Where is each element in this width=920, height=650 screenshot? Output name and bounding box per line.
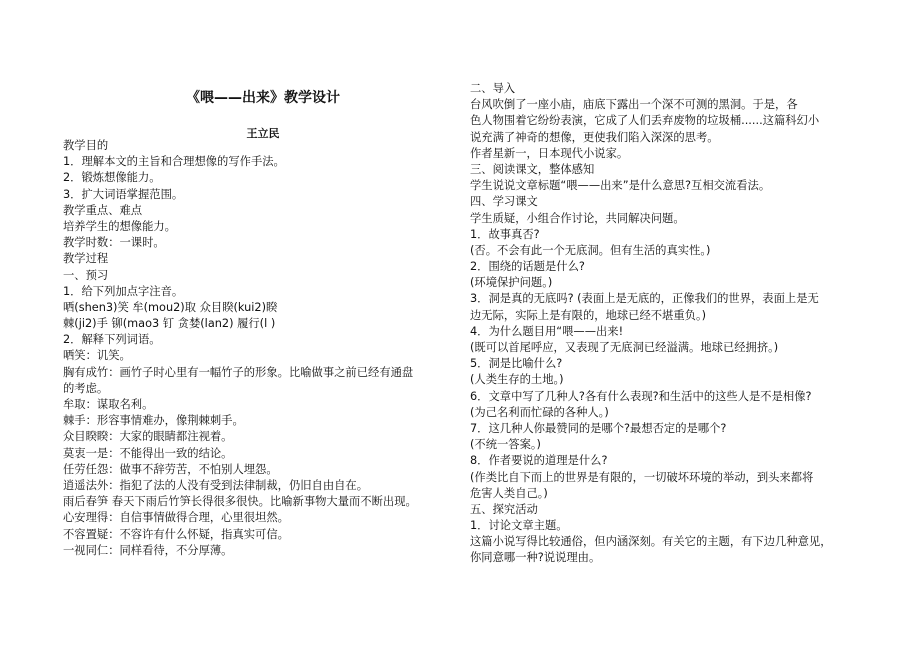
- text-line: 任劳任怨：做事不辞劳苦，不怕别人埋怨。: [63, 462, 278, 476]
- text-line: 学生说说文章标题“喂——出来”是什么意思?互相交流看法。: [470, 179, 771, 193]
- text-line: (既可以首尾呼应，又表现了无底洞已经溢满。地球已经拥挤。): [470, 341, 779, 354]
- text-line: 5．洞是比喻什么?: [470, 357, 563, 371]
- text-line: 这篇小说写得比较通俗，但内涵深刻。有关它的主题，有下边几种意见，: [470, 535, 832, 549]
- text-line: 三、阅读课文，整体感知: [470, 162, 595, 176]
- text-line: 色人物围着它纷纷表演，它成了人们丢弃废物的垃圾桶......这篇科幻小: [470, 114, 820, 128]
- text-line: 你同意哪一种?说说理由。: [470, 551, 601, 565]
- text-line: 危害人类自己。): [470, 486, 548, 500]
- text-line: 一、预习: [63, 268, 109, 282]
- text-line: 众目睽睽：大家的眼睛都注视着。: [63, 430, 233, 444]
- text-line: 棘手：形容事情难办，像荆棘刺手。: [63, 414, 244, 428]
- text-line: 边无际，实际上是有限的，地球已经不堪重负。): [470, 308, 706, 322]
- text-line: 牟取：谋取名利。: [63, 398, 154, 411]
- text-line: 逍遥法外：指犯了法的人没有受到法律制裁，仍旧自由自在。: [63, 478, 369, 492]
- text-line: 3．洞是真的无底吗? (表面上是无底的，正像我们的世界，表面上是无: [470, 292, 819, 306]
- text-line: 教学目的: [63, 139, 109, 152]
- text-line: (否。不会有此一个无底洞。但有生活的真实性。): [470, 243, 711, 257]
- text-line: 6．文章中写了几种人?各有什么表现?和生活中的这些人是不是相像?: [470, 389, 812, 403]
- text-line: 7．这几种人你最赞同的是哪个?最想否定的是哪个?: [470, 421, 727, 435]
- text-line: (作类比自下而上的世界是有限的，一切破坏环境的举动，到头来都将: [470, 470, 814, 484]
- text-line: 教学过程: [63, 252, 109, 266]
- text-line: 2．围绕的话题是什么?: [470, 260, 585, 274]
- text-line: 台风吹倒了一座小庙，庙底下露出一个深不可测的黑洞。于是，各: [470, 98, 798, 112]
- text-line: 3．扩大词语掌握范围。: [63, 187, 184, 201]
- text-line: 1．给下列加点字注音。: [63, 284, 184, 298]
- text-line: 胸有成竹：画竹子时心里有一幅竹子的形象。比喻做事之前已经有通盘: [63, 365, 414, 379]
- text-line: 哂笑：讥笑。: [63, 349, 131, 363]
- text-line: 雨后春笋 春天下雨后竹笋长得很多很快。比喻新事物大量而不断出现。: [63, 495, 417, 509]
- text-line: 四、学习课文: [470, 195, 538, 209]
- text-line: 一视同仁：同样看待，不分厚薄。: [63, 543, 233, 557]
- text-line: 的考虑。: [63, 381, 109, 395]
- document-title: 《喂——出来》教学设计: [186, 90, 340, 106]
- text-line: 4．为什么题目用“喂——出来!: [470, 324, 624, 338]
- left-text-block: [63, 138, 417, 559]
- text-line: (为己名利而忙碌的各种人。): [470, 405, 609, 419]
- text-line: 说充满了神奇的想像，更使我们陷入深深的思考。: [470, 130, 719, 144]
- text-line: (人类生存的土地。): [470, 373, 564, 387]
- text-line: 1．理解本文的主旨和合理想像的写作手法。: [63, 155, 285, 169]
- text-line: 五、探究活动: [470, 502, 538, 516]
- text-line: 培养学生的想像能力。: [63, 219, 176, 233]
- right-text-block: [470, 81, 832, 567]
- text-line: 学生质疑，小组合作讨论，共同解决问题。: [470, 211, 685, 225]
- author-name: 王立民: [246, 127, 280, 140]
- text-line: 1．故事真否?: [470, 227, 540, 241]
- text-line: 二、导入: [470, 82, 516, 95]
- text-line: 哂(shen3)笑 牟(mou2)取 众目睽(kui2)睽: [63, 300, 278, 314]
- text-line: 棘(ji2)手 铆(mao3 钉 贪婪(lan2) 履行(l ): [63, 317, 276, 331]
- text-line: 1．讨论文章主题。: [470, 519, 568, 533]
- text-line: 不容置疑：不容许有什么怀疑，指真实可信。: [63, 527, 289, 541]
- text-line: 莫衷一是：不能得出一致的结论。: [63, 446, 233, 460]
- text-line: 教学重点、难点: [63, 203, 143, 217]
- text-line: (环境保护问题。): [470, 276, 553, 290]
- text-line: 教学时数：一课时。: [63, 236, 165, 250]
- text-line: 2．锻炼想像能力。: [63, 171, 161, 185]
- text-line: 心安理得：自信事情做得合理，心里很坦然。: [63, 511, 289, 525]
- text-line: (不统一答案。): [470, 438, 541, 452]
- text-line: 2．解释下列词语。: [63, 333, 161, 347]
- text-line: 作者星新一，日本现代小说家。: [470, 146, 629, 160]
- text-line: 8．作者要说的道理是什么?: [470, 454, 608, 468]
